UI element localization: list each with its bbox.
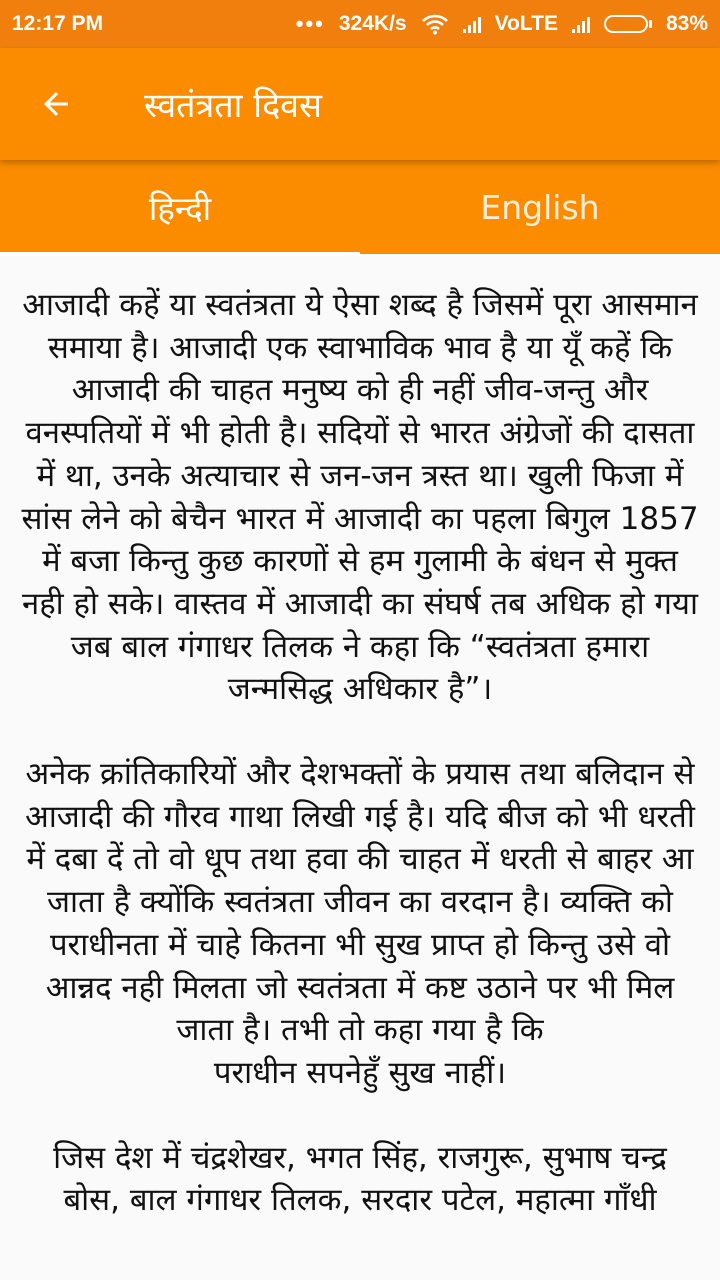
article-paragraph-3: जिस देश में चंद्रशेखर, भगत सिंह, राजगुरू, सुभाष चन्द्र बोस, बाल गंगाधर तिलक, सरदार पटेल, महात्मा गाँधी [53, 1139, 667, 1219]
article-paragraph-1: आजादी कहें या स्वतंत्रता ये ऐसा शब्द है जिसमें पूरा आसमान समाया है। आजादी एक स्वाभाविक भाव है या यूँ कहें कि आजादी की चाहत मनुष्य को ही नहीं जीव-जन्तु और वनस्पतियों में भी होती है। सदियों से भारत अंग्रेजों की दासता में था, उनके अत्याचार से जन-जन त्रस्त था। खुली फिजा में सांस लेने को बेचैन भारत में आजादी का पहला बिगुल 1857 में बजा किन्तु कुछ कारणों से हम गुलामी के बंधन से मुक्त नही हो सके। वास्तव में आजादी का संघर्ष तब अधिक हो गया जब बाल गंगाधर तिलक ने कहा कि “स्वतंत्रता हमारा जन्मसिद्ध अधिकार है”। [21, 287, 699, 708]
arrow-left-icon [38, 86, 74, 122]
more-notifications-icon: ••• [295, 11, 325, 36]
language-tabs [0, 160, 720, 254]
battery-icon [604, 15, 652, 33]
article-text [20, 284, 700, 1222]
back-button[interactable] [28, 76, 84, 132]
signal-strength-2-icon [572, 15, 590, 33]
article-paragraph-2: अनेक क्रांतिकारियों और देशभक्तों के प्रयास तथा बलिदान से आजादी की गौरव गाथा लिखी गई है। यदि बीज को भी धरती में दबा दें तो वो धूप तथा हवा की चाहत में धरती से बाहर आ जाता है क्योंकि स्वतंत्रता जीवन का वरदान है। व्यक्ति को पराधीनता में चाहे कितना भी सुख प्राप्त हो किन्तु उसे वो आन्नद नही मिलता जो स्वतंत्रता में कष्ट उठाने पर भी मिल जाता है। तभी तो कहा गया है कि [25, 756, 695, 1049]
tab-hindi[interactable] [0, 160, 360, 254]
tab-hindi-label: हिन्दी [148, 188, 212, 228]
network-speed: 324K/s [338, 12, 407, 35]
status-bar [0, 0, 720, 48]
article-quote: पराधीन सपनेहुँ सुख नाहीं। [213, 1054, 507, 1091]
tab-indicator [0, 252, 360, 256]
wifi-icon [421, 13, 449, 35]
tab-english[interactable] [360, 160, 720, 254]
app-bar [0, 48, 720, 160]
signal-strength-icon [463, 15, 481, 33]
network-type: VoLTE [494, 12, 558, 35]
page-title: स्वतंत्रता दिवस [144, 86, 323, 126]
status-indicators [296, 11, 708, 37]
battery-percent: 83% [665, 12, 708, 35]
tab-english-label: English [480, 187, 600, 227]
status-time: 12:17 PM [12, 12, 104, 35]
article-scroll-view[interactable] [0, 254, 720, 1280]
